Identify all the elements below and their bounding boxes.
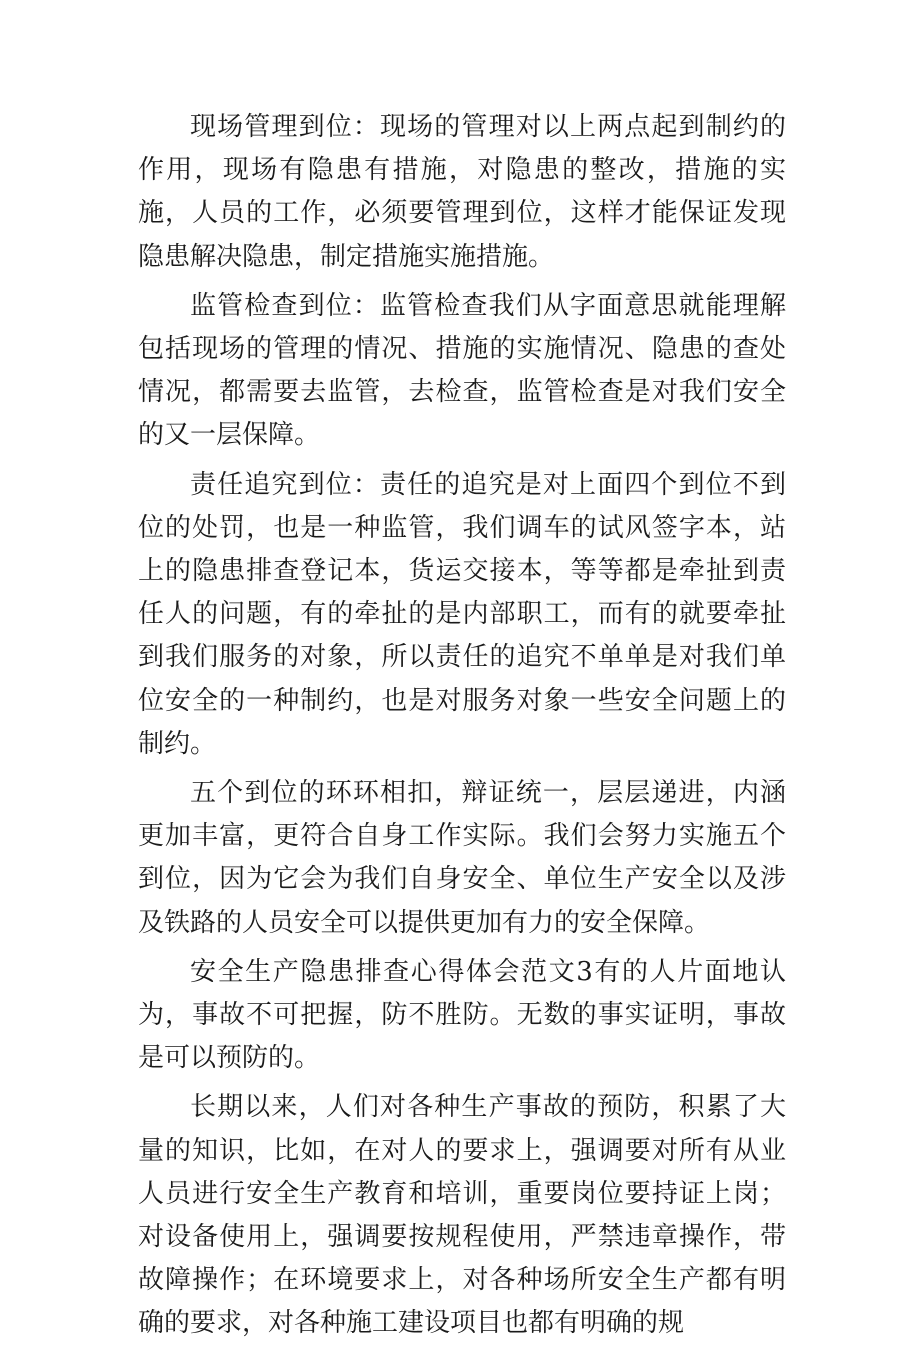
document-body [138,106,786,1346]
paragraph-five-positions: 五个到位的环环相扣，辩证统一，层层递进，内涵更加丰富，更符合自身工作实际。我们会努力实施五个到位，因为它会为我们自身安全、单位生产安全以及涉及铁路的人员安全可以提供更加有力的安全保障。 [138,778,786,938]
paragraph-supervision-inspection: 监管检查到位：监管检查我们从字面意思就能理解包括现场的管理的情况、措施的实施情况、隐患的查处情况，都需要去监管，去检查，监管检查是对我们安全的又一层保障。 [138,290,786,451]
paragraph-accident-prevention: 长期以来，人们对各种生产事故的预防，积累了大量的知识，比如，在对人的要求上，强调要对所有从业人员进行安全生产教育和培训，重要岗位要持证上岗；对设备使用上，强调要按规程使用，严禁违章操作，带故障操作；在环境要求上，对各种场所安全生产都有明确的要求，对各种施工建设项目也都有明确的规 [138,1092,786,1339]
paragraph-sample-essay-3: 安全生产隐患排查心得体会范文3有的人片面地认为，事故不可把握，防不胜防。无数的事实证明，事故是可以预防的。 [138,956,786,1074]
paragraph-responsibility: 责任追究到位：责任的追究是对上面四个到位不到位的处罚，也是一种监管，我们调车的试风签字本，站上的隐患排查登记本，货运交接本，等等都是牵扯到责任人的问题，有的牵扯的是内部职工，而有的就要牵扯到我们服务的对象，所以责任的追究不单单是对我们单位安全的一种制约，也是对服务对象一些安全问题上的制约。 [138,469,786,759]
paragraph-site-management: 现场管理到位：现场的管理对以上两点起到制约的作用，现场有隐患有措施，对隐患的整改，措施的实施，人员的工作，必须要管理到位，这样才能保证发现隐患解决隐患，制定措施实施措施。 [138,112,786,272]
